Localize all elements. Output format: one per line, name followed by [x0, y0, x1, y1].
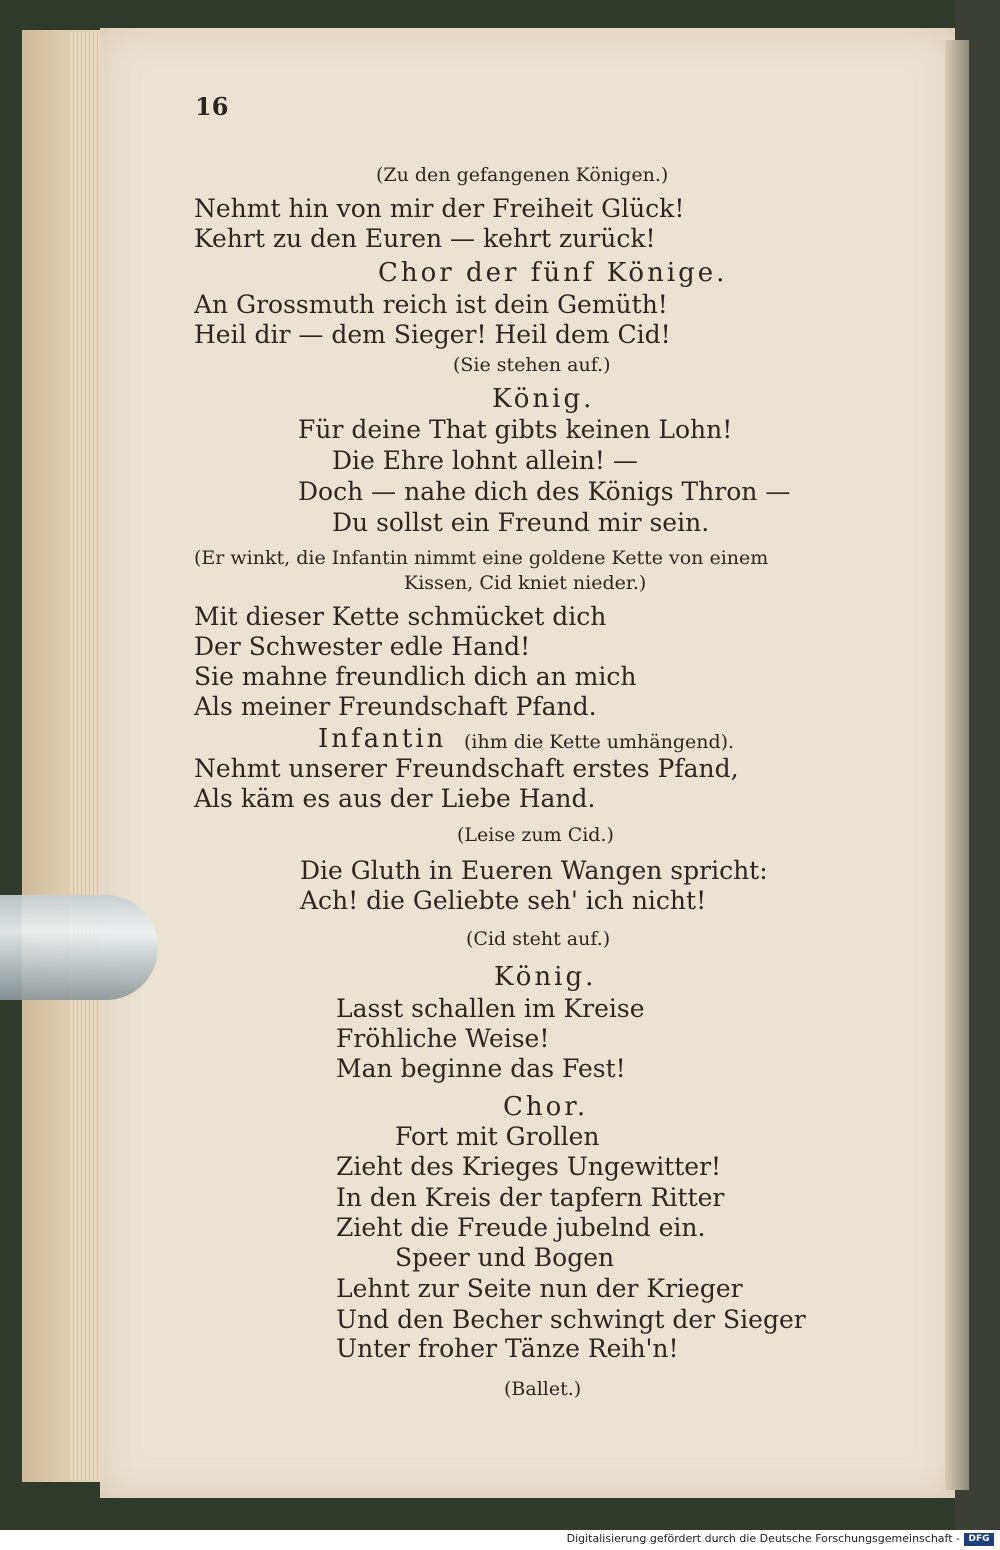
stage-direction: (Er winkt, die Infantin nimmt eine goldene Kette von einem — [194, 547, 769, 569]
verse-line: Für deine That gibts keinen Lohn! — [298, 415, 733, 444]
verse-line: Nehmt hin von mir der Freiheit Glück! — [194, 194, 685, 223]
verse-line: An Grossmuth reich ist dein Gemüth! — [194, 290, 668, 319]
stage-direction: (Zu den gefangenen Königen.) — [376, 164, 669, 186]
speaker-name: König. — [494, 962, 597, 992]
verse-line: Der Schwester edle Hand! — [194, 632, 531, 661]
verse-line: Fröhliche Weise! — [336, 1024, 550, 1053]
page-stack-lines — [70, 32, 104, 1480]
stage-direction: (Sie stehen auf.) — [453, 354, 611, 376]
verse-line: Kehrt zu den Euren — kehrt zurück! — [194, 224, 656, 253]
verse-line: Man beginne das Fest! — [336, 1054, 626, 1083]
verse-line: Die Ehre lohnt allein! — — [332, 446, 638, 475]
dfg-logo: DFG — [964, 1533, 994, 1546]
verse-line: Die Gluth in Eueren Wangen spricht: — [300, 856, 768, 885]
verse-line: Zieht des Krieges Ungewitter! — [336, 1152, 722, 1181]
verse-line: Lasst schallen im Kreise — [336, 994, 645, 1023]
verse-line: Fort mit Grollen — [395, 1122, 600, 1151]
verse-line: Heil dir — dem Sieger! Heil dem Cid! — [194, 320, 671, 349]
speaker-name: Chor. — [503, 1092, 589, 1122]
verse-line: Doch — nahe dich des Königs Thron — — [298, 477, 791, 506]
stage-direction: (ihm die Kette umhängend). — [464, 731, 735, 753]
page-clip-marker — [0, 895, 158, 1000]
verse-line: Mit dieser Kette schmücket dich — [194, 602, 607, 631]
verse-line: Nehmt unserer Freundschaft erstes Pfand, — [194, 754, 739, 783]
speaker-name: Infantin — [318, 724, 447, 754]
stage-direction: (Leise zum Cid.) — [457, 824, 614, 846]
stage-direction: (Ballet.) — [504, 1378, 582, 1400]
verse-line: Sie mahne freundlich dich an mich — [194, 662, 637, 691]
verse-line: Du sollst ein Freund mir sein. — [332, 508, 710, 537]
speaker-name: Chor der fünf Könige. — [378, 258, 728, 288]
verse-line: Lehnt zur Seite nun der Krieger — [336, 1274, 743, 1303]
verse-line: Unter froher Tänze Reih'n! — [336, 1334, 679, 1363]
verse-line: Ach! die Geliebte seh' ich nicht! — [300, 886, 707, 915]
verse-line: Als meiner Freundschaft Pfand. — [194, 692, 597, 721]
verse-line: Und den Becher schwingt der Sieger — [336, 1305, 806, 1334]
verse-line: Zieht die Freude jubelnd ein. — [336, 1213, 706, 1242]
verse-line: In den Kreis der tapfern Ritter — [336, 1183, 725, 1212]
funding-notice: Digitalisierung gefördert durch die Deutsche Forschungsgemeinschaft - — [566, 1532, 960, 1545]
stage-direction: (Cid steht auf.) — [466, 928, 611, 950]
gutter-shadow — [945, 40, 969, 1490]
verse-line: Speer und Bogen — [395, 1243, 615, 1272]
footer-bar — [0, 1530, 1000, 1550]
speaker-name: König. — [492, 384, 595, 414]
page-number: 16 — [195, 92, 229, 121]
verse-line: Als käm es aus der Liebe Hand. — [194, 784, 596, 813]
stage-direction: Kissen, Cid kniet nieder.) — [404, 572, 647, 594]
